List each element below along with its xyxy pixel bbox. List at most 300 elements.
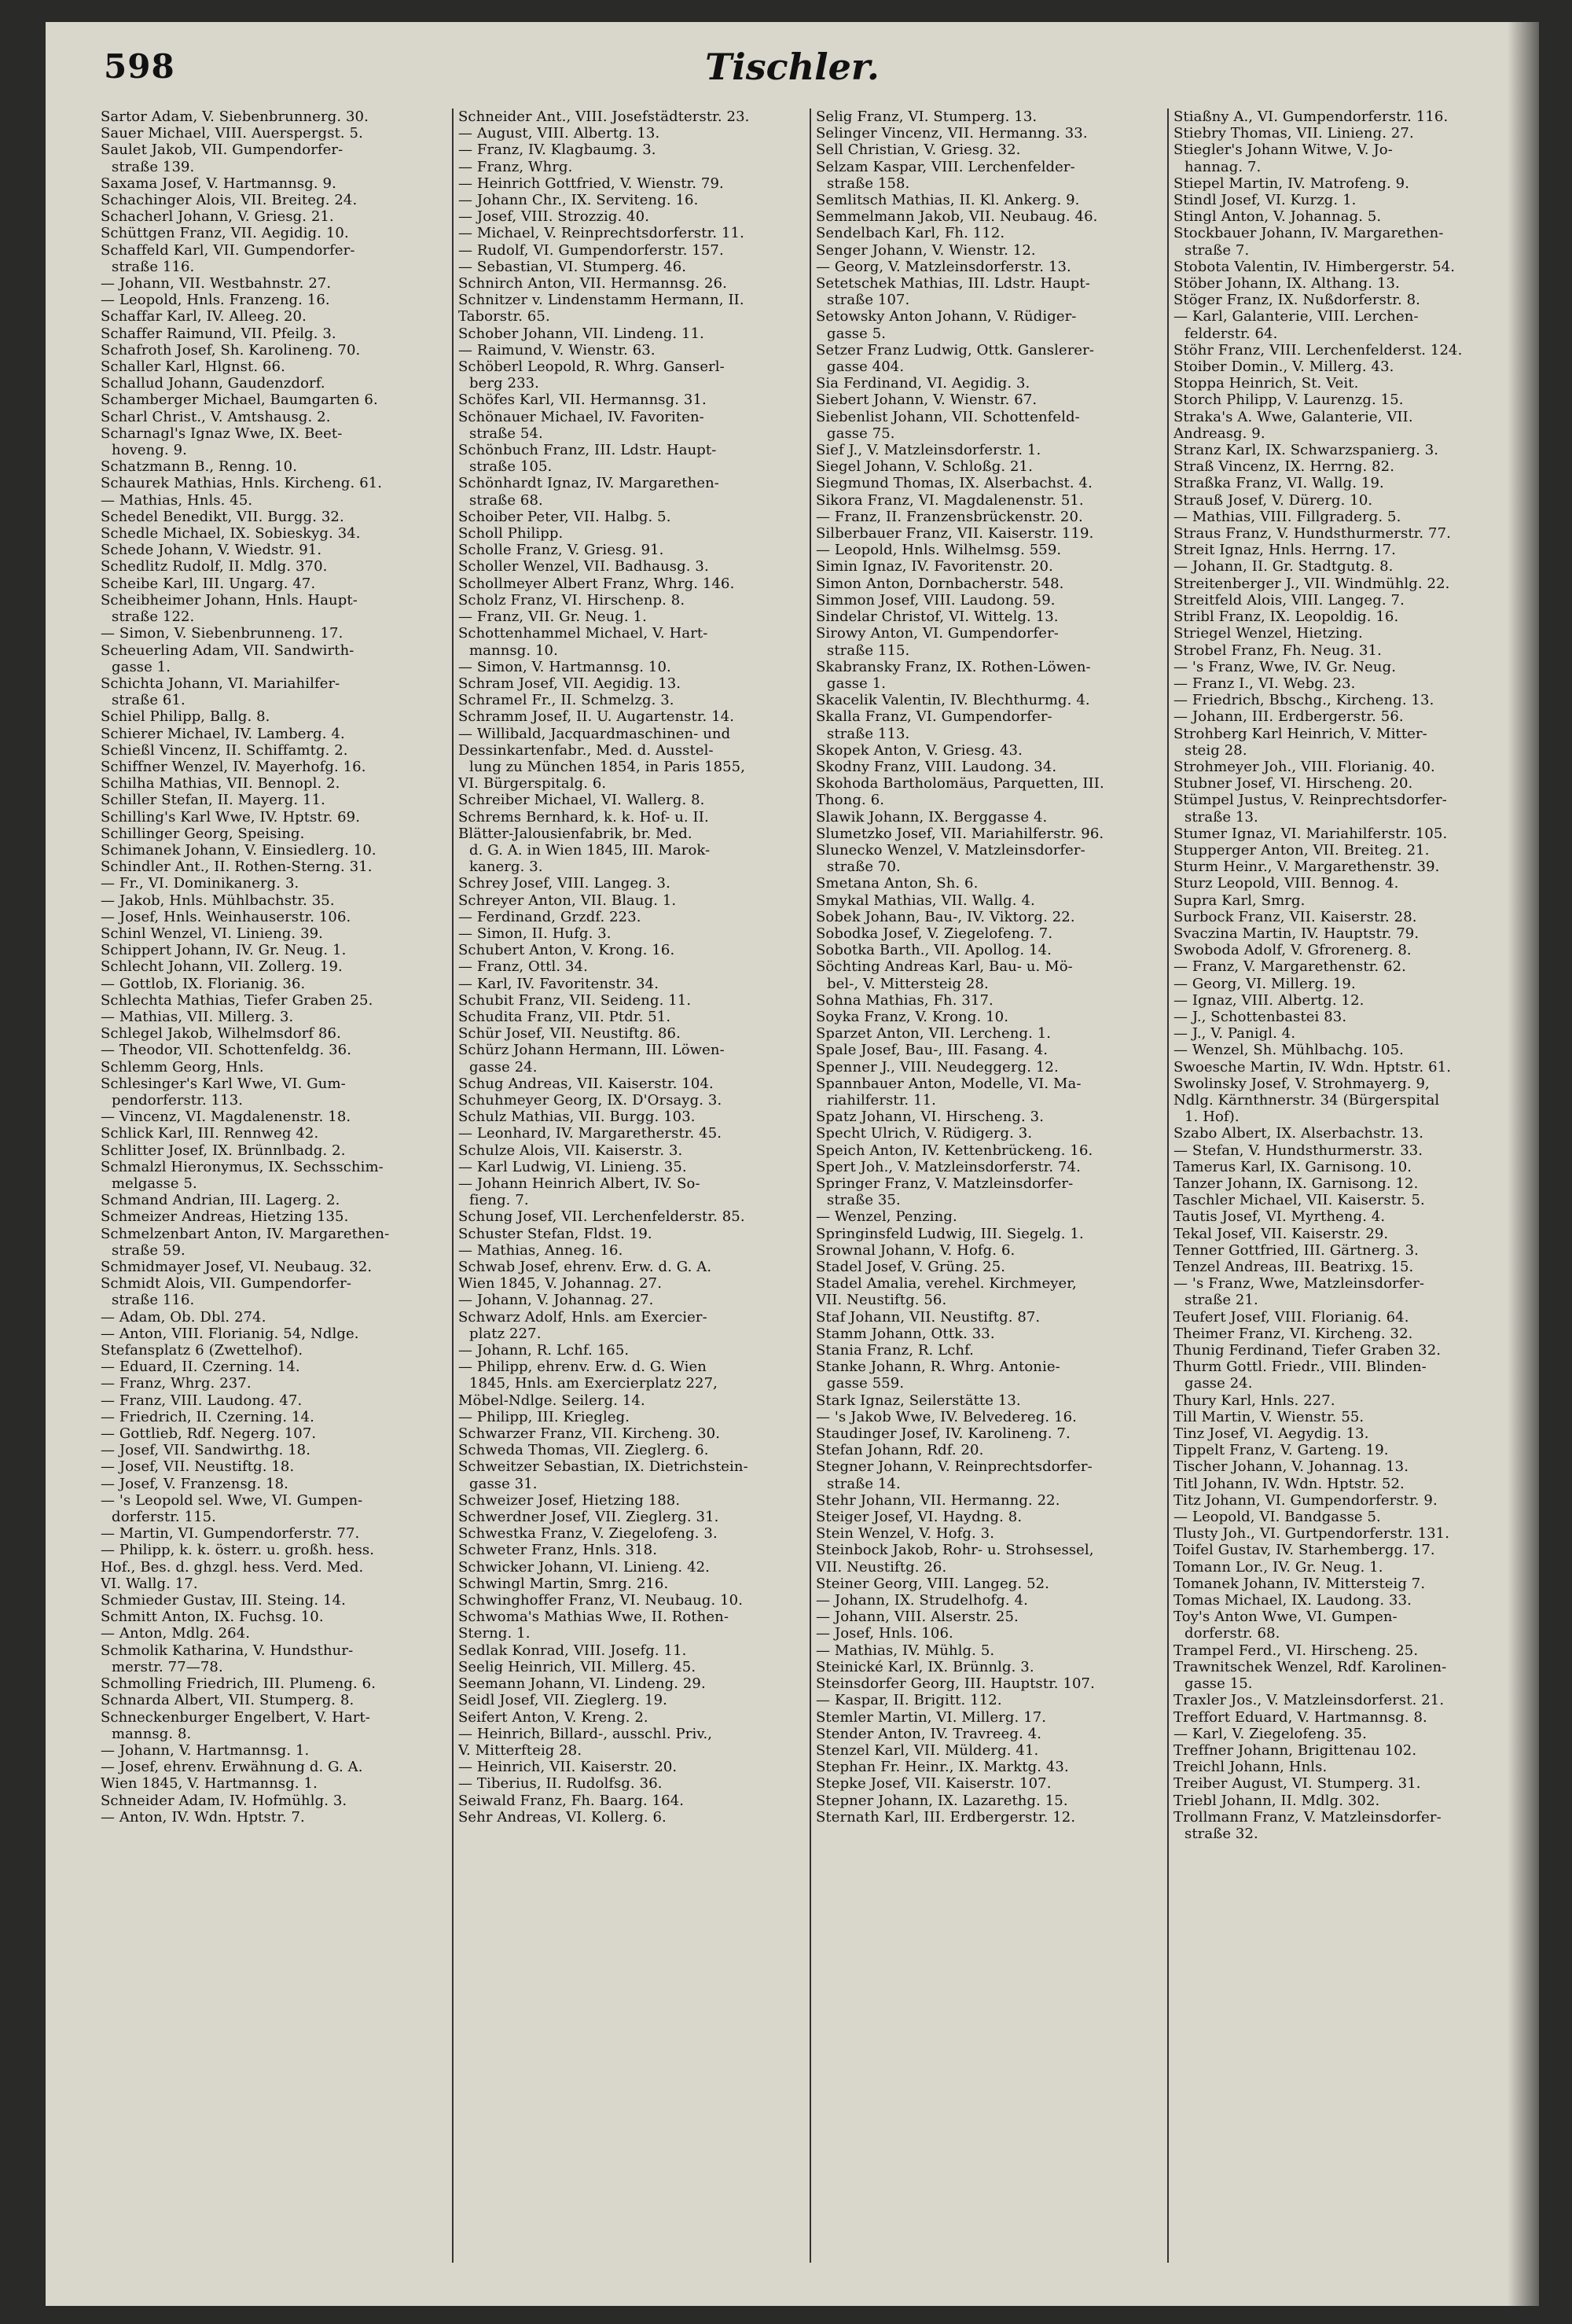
directory-entry-line: Schwarz Adolf, Hnls. am Exercier- [458,1308,707,1326]
directory-entry-line: Schimanek Johann, V. Einsiedlerg. 10. [101,841,376,859]
directory-entry-line: Schachinger Alois, VII. Breiteg. 24. [101,192,358,209]
directory-entry-line: gasse 1. [827,675,887,692]
directory-entry-line: Traxler Jos., V. Matzleinsdorferst. 21. [1173,1692,1445,1709]
directory-entry-line: platz 227. [469,1325,542,1342]
directory-entry-line: Semlitsch Mathias, II. Kl. Ankerg. 9. [816,192,1080,209]
directory-entry-line: — Philipp, III. Kriegleg. [458,1408,630,1425]
directory-entry-line: Sobodka Josef, V. Ziegelofeng. 7. [816,925,1053,942]
directory-entry-line: Tomanek Johann, IV. Mittersteig 7. [1173,1575,1426,1592]
directory-entry-line: Schwoma's Mathias Wwe, II. Rothen- [458,1609,729,1626]
directory-entry-line: Schmolling Friedrich, III. Plumeng. 6. [101,1675,376,1693]
directory-entry-line: Schulz Mathias, VII. Burgg. 103. [458,1109,696,1126]
directory-entry-line: — Josef, Hnls. Weinhauserstr. 106. [101,908,351,925]
directory-entry-line: pendorferstr. 113. [112,1091,244,1109]
directory-entry-line: Tenner Gottfried, III. Gärtnerg. 3. [1173,1241,1419,1259]
directory-entry-line: Ndlg. Kärnthnerstr. 34 (Bürgerspital [1173,1091,1440,1109]
directory-entry-line: straße 13. [1185,808,1258,826]
directory-entry-line: hannag. 7. [1185,158,1262,175]
directory-entry-line: Stark Ignaz, Seilerstätte 13. [816,1392,1021,1409]
directory-entry-line: Schallud Johann, Gaudenzdorf. [101,375,325,392]
directory-entry-line: Straß Vincenz, IX. Herrng. 82. [1173,458,1395,476]
directory-entry-line: Schatzmann B., Renng. 10. [101,458,298,476]
directory-entry-line: Schober Johann, VII. Lindeng. 11. [458,325,704,342]
directory-entry-line: Schiller Stefan, II. Mayerg. 11. [101,792,325,809]
directory-entry-line: Saulet Jakob, VII. Gumpendorfer- [101,142,343,159]
directory-entry-line: Selzam Kaspar, VIII. Lerchenfelder- [816,158,1075,175]
directory-entry-line: Schießl Vincenz, II. Schiffamtg. 2. [101,741,348,759]
directory-entry-line: Schilha Mathias, VII. Bennopl. 2. [101,775,340,792]
directory-entry-line: Schmidt Alois, VII. Gumpendorfer- [101,1275,352,1293]
directory-entry-line: Stindl Josef, VI. Kurzg. 1. [1173,192,1357,209]
directory-entry-line: Storch Philipp, V. Laurenzg. 15. [1173,392,1404,409]
directory-entry-line: Schwingl Martin, Smrg. 216. [458,1575,669,1592]
directory-entry-line: Skodny Franz, VIII. Laudong. 34. [816,758,1057,775]
directory-entry-line: — Martin, VI. Gumpendorferstr. 77. [101,1525,360,1543]
directory-entry-line: Schuster Stefan, Fldst. 19. [458,1225,652,1242]
directory-entry-line: Stegner Johann, V. Reinprechtsdorfer- [816,1458,1093,1476]
column-divider [810,108,811,2263]
directory-entry-line: — Franz, Ottl. 34. [458,958,588,976]
directory-entry-line: — Franz, VII. Gr. Neug. 1. [458,609,647,626]
directory-entry-line: Schamberger Michael, Baumgarten 6. [101,392,378,409]
column-4 [1173,108,1519,2278]
directory-entry-line: kanerg. 3. [469,859,543,876]
directory-entry-line: Schönauer Michael, IV. Favoriten- [458,408,704,425]
directory-entry-line: straße 35. [827,1192,901,1209]
directory-entry-line: Scheuerling Adam, VII. Sandwirth- [101,642,354,659]
directory-entry-line: Simin Ignaz, IV. Favoritenstr. 20. [816,558,1053,575]
directory-entry-line: Smykal Mathias, VII. Wallg. 4. [816,892,1035,909]
directory-entry-line: straße 115. [827,642,910,659]
directory-entry-line: Schoiber Peter, VII. Halbg. 5. [458,508,671,525]
directory-entry-line: — Franz, VIII. Laudong. 47. [101,1392,303,1409]
column-divider [452,108,454,2263]
directory-entry-line: Stiepel Martin, IV. Matrofeng. 9. [1173,175,1410,192]
directory-entry-line: Schwarzer Franz, VII. Kircheng. 30. [458,1425,721,1443]
directory-entry-line: — Theodor, VII. Schottenfeldg. 36. [101,1042,352,1059]
running-head: Tischler. [705,46,880,88]
directory-entry-line: Specht Ulrich, V. Rüdigerg. 3. [816,1125,1033,1142]
directory-entry-line: — Mathias, VIII. Fillgraderg. 5. [1173,508,1401,525]
directory-entry-line: Schreyer Anton, VII. Blaug. 1. [458,892,677,909]
directory-entry-line: 1845, Hnls. am Exercierplatz 227, [469,1375,718,1392]
directory-entry-line: Schmand Andrian, III. Lagerg. 2. [101,1192,340,1209]
directory-entry-line: — Franz I., VI. Webg. 23. [1173,675,1356,692]
directory-entry-line: Tischer Johann, V. Johannag. 13. [1173,1458,1409,1476]
column-1 [101,108,446,2278]
directory-entry-line: Schottenhammel Michael, V. Hart- [458,625,708,642]
directory-entry-line: Stenzel Karl, VII. Mülderg. 41. [816,1741,1039,1759]
directory-entry-line: — Wenzel, Sh. Mühlbachg. 105. [1173,1042,1404,1059]
directory-entry-line: — Josef, VIII. Strozzig. 40. [458,208,650,226]
directory-entry-line: Stepke Josef, VII. Kaiserstr. 107. [816,1775,1052,1793]
directory-entry-line: Toy's Anton Wwe, VI. Gumpen- [1173,1609,1398,1626]
directory-entry-line: straße 116. [112,258,195,275]
directory-entry-line: Stobota Valentin, IV. Himbergerstr. 54. [1173,258,1456,275]
directory-entry-line: Andreasg. 9. [1173,425,1265,442]
directory-entry-line: — Jakob, Hnls. Mühlbachstr. 35. [101,892,335,909]
directory-entry-line: — Mathias, Anneg. 16. [458,1241,623,1259]
directory-entry-line: Schrems Bernhard, k. k. Hof- u. II. [458,808,709,826]
directory-entry-line: Szabo Albert, IX. Alserbachstr. 13. [1173,1125,1424,1142]
directory-entry-line: Schönhardt Ignaz, IV. Margarethen- [458,475,719,492]
directory-entry-line: — Heinrich Gottfried, V. Wienstr. 79. [458,175,724,192]
directory-entry-line: Schmolik Katharina, V. Hundsthur- [101,1642,354,1659]
directory-entry-line: — Gottlob, IX. Florianig. 36. [101,975,306,992]
directory-entry-line: Spert Joh., V. Matzleinsdorferstr. 74. [816,1158,1081,1175]
directory-entry-line: Schlegel Jakob, Wilhelmsdorf 86. [101,1025,341,1042]
directory-entry-line: Schnarda Albert, VII. Stumperg. 8. [101,1692,354,1709]
directory-entry-line: Schwinghoffer Franz, VI. Neubaug. 10. [458,1592,744,1609]
directory-entry-line: Sternath Karl, III. Erdbergerstr. 12. [816,1808,1076,1826]
directory-entry-line: Siebenlist Johann, VII. Schottenfeld- [816,408,1080,425]
directory-entry-line: — Leonhard, IV. Margaretherstr. 45. [458,1125,722,1142]
directory-entry-line: Schippert Johann, IV. Gr. Neug. 1. [101,942,347,959]
directory-entry-line: mannsg. 8. [112,1725,192,1742]
directory-entry-line: — Johann, V. Johannag. 27. [458,1292,654,1309]
directory-entry-line: Sauer Michael, VIII. Auerspergst. 5. [101,125,363,142]
directory-entry-line: Scharnagl's Ignaz Wwe, IX. Beet- [101,425,343,442]
directory-entry-line: — Gottlieb, Rdf. Negerg. 107. [101,1425,317,1443]
directory-entry-line: Schram Josef, VII. Aegidig. 13. [458,675,681,692]
directory-entry-line: Schichta Johann, VI. Mariahilfer- [101,675,340,692]
directory-entry-line: Schaffar Karl, IV. Alleeg. 20. [101,308,307,325]
directory-entry-line: Tlusty Joh., VI. Gurtpendorferstr. 131. [1173,1525,1450,1543]
directory-entry-line: Stender Anton, IV. Travreeg. 4. [816,1725,1042,1742]
directory-entry-line: — Friedrich, Bbschg., Kircheng. 13. [1173,692,1434,709]
directory-entry-line: Wien 1845, V. Hartmannsg. 1. [101,1775,318,1793]
directory-entry-line: Stumer Ignaz, VI. Mariahilferstr. 105. [1173,825,1448,842]
directory-entry-line: Straßka Franz, VI. Wallg. 19. [1173,475,1384,492]
directory-entry-line: hoveng. 9. [112,442,187,459]
directory-entry-line: Schweter Franz, Hnls. 318. [458,1542,658,1559]
directory-entry-line: Scholl Philipp. [458,525,564,542]
directory-entry-line: — Josef, V. Franzensg. 18. [101,1475,288,1492]
directory-entry-line: Schür Josef, VII. Neustiftg. 86. [458,1025,681,1042]
directory-entry-line: — Johann Heinrich Albert, IV. So- [458,1175,700,1192]
directory-entry-line: Schedlitz Rudolf, II. Mdlg. 370. [101,558,328,575]
directory-entry-line: — Johann, VII. Westbahnstr. 27. [101,275,332,292]
directory-entry-line: straße 105. [469,458,553,476]
directory-entry-line: Swoboda Adolf, V. Gfrorenerg. 8. [1173,942,1412,959]
directory-entry-line: Schudita Franz, VII. Ptdr. 51. [458,1008,671,1025]
directory-entry-line: Treffner Johann, Brigittenau 102. [1173,1741,1417,1759]
directory-entry-line: Schreiber Michael, VI. Wallerg. 8. [458,792,705,809]
directory-entry-line: Silberbauer Franz, VII. Kaiserstr. 119. [816,525,1094,542]
directory-entry-line: Schnitzer v. Lindenstamm Hermann, II. [458,292,744,309]
directory-entry-line: Stoiber Domin., V. Millerg. 43. [1173,359,1394,376]
directory-entry-line: Schlitter Josef, IX. Brünnlbadg. 2. [101,1142,346,1159]
directory-entry-line: Saxama Josef, V. Hartmannsg. 9. [101,175,336,192]
directory-entry-line: straße 21. [1185,1292,1258,1309]
directory-entry-line: Sturm Heinr., V. Margarethenstr. 39. [1173,859,1440,876]
directory-entry-line: — Johann, II. Gr. Stadtgutg. 8. [1173,558,1394,575]
directory-entry-line: Schramm Josef, II. U. Augartenstr. 14. [458,708,735,726]
directory-entry-line: Schmeizer Andreas, Hietzing 135. [101,1208,349,1226]
directory-entry-line: Stöhr Franz, VIII. Lerchenfelderst. 124. [1173,341,1463,359]
directory-entry-line: Slumetzko Josef, VII. Mariahilferstr. 96. [816,825,1104,842]
directory-entry-line: straße 14. [827,1475,901,1492]
directory-entry-line: Scholle Franz, V. Griesg. 91. [458,542,664,559]
directory-entry-line: Schnirch Anton, VII. Hermannsg. 26. [458,275,727,292]
directory-entry-line: — Friedrich, II. Czerning. 14. [101,1408,314,1425]
directory-entry-line: Sedlak Konrad, VIII. Josefg. 11. [458,1642,687,1659]
directory-entry-line: — Franz, Whrg. 237. [101,1375,252,1392]
directory-entry-line: Schrey Josef, VIII. Langeg. 3. [458,875,670,892]
directory-entry-line: — Michael, V. Reinprechtsdorferstr. 11. [458,225,744,242]
directory-entry-line: Skohoda Bartholomäus, Parquetten, III. [816,775,1104,792]
directory-entry-line: Scholler Wenzel, VII. Badhausg. 3. [458,558,709,575]
directory-entry-line: — Johann, V. Hartmannsg. 1. [101,1741,310,1759]
directory-entry-line: Schmidmayer Josef, VI. Neubaug. 32. [101,1259,373,1276]
directory-entry-line: — Anton, IV. Wdn. Hptstr. 7. [101,1808,305,1826]
directory-entry-line: — Johann, IX. Strudelhofg. 4. [816,1592,1028,1609]
directory-entry-line: straße 122. [112,609,195,626]
directory-entry-line: Seemann Johann, VI. Lindeng. 29. [458,1675,706,1693]
directory-entry-line: Stadel Josef, V. Grüng. 25. [816,1259,1006,1276]
column-divider [1167,108,1169,2263]
directory-entry-line: — Karl, Galanterie, VIII. Lerchen- [1173,308,1419,325]
directory-entry-line: Streit Ignaz, Hnls. Herrng. 17. [1173,542,1396,559]
directory-entry-line: Trollmann Franz, V. Matzleinsdorfer- [1173,1808,1442,1826]
directory-entry-line: straße 61. [112,692,185,709]
directory-entry-line: — 's Franz, Wwe, IV. Gr. Neug. [1173,658,1397,675]
directory-entry-line: Selinger Vincenz, VII. Hermanng. 33. [816,125,1088,142]
directory-entry-line: steig 28. [1185,741,1247,759]
directory-entry-line: Schaller Karl, Hlgnst. 66. [101,359,285,376]
directory-entry-line: Schönbuch Franz, III. Ldstr. Haupt- [458,442,717,459]
directory-entry-line: Schmieder Gustav, III. Steing. 14. [101,1592,346,1609]
directory-entry-line: Hof., Bes. d. ghzgl. hess. Verd. Med. [101,1558,364,1576]
directory-entry-line: — Willibald, Jacquardmaschinen- und [458,725,731,742]
directory-entry-line: Stoppa Heinrich, St. Veit. [1173,375,1359,392]
directory-entry-line: — Johann, R. Lchf. 165. [458,1342,630,1359]
directory-entry-line: Sterng. 1. [458,1625,531,1642]
directory-entry-line: straße 139. [112,158,195,175]
directory-entry-line: Schaurek Mathias, Hnls. Kircheng. 61. [101,475,383,492]
directory-entry-line: Taborstr. 65. [458,308,550,325]
directory-entry-line: — J., Schottenbastei 83. [1173,1008,1347,1025]
directory-entry-line: Schaffer Raimund, VII. Pfeilg. 3. [101,325,336,342]
directory-entry-line: — Georg, V. Matzleinsdorferstr. 13. [816,258,1071,275]
directory-entry-line: — Fr., VI. Dominikanerg. 3. [101,875,299,892]
directory-entry-line: Surbock Franz, VII. Kaiserstr. 28. [1173,908,1417,925]
directory-entry-line: Spatz Johann, VI. Hirscheng. 3. [816,1109,1045,1126]
directory-entry-line: Sturz Leopold, VIII. Bennog. 4. [1173,875,1399,892]
directory-entry-line: Titz Johann, VI. Gumpendorferstr. 9. [1173,1491,1438,1509]
directory-entry-line: Schneckenburger Engelbert, V. Hart- [101,1708,370,1726]
directory-entry-line: riahilferstr. 11. [827,1091,936,1109]
directory-entry-line: Springinsfeld Ludwig, III. Siegelg. 1. [816,1225,1084,1242]
directory-entry-line: — Ferdinand, Grzdf. 223. [458,908,641,925]
directory-entry-line: gasse 15. [1185,1675,1253,1693]
directory-entry-line: 1. Hof). [1185,1109,1240,1126]
directory-entry-line: Schwicker Johann, VI. Linieng. 42. [458,1558,710,1576]
directory-entry-line: Toifel Gustav, IV. Starhembergg. 17. [1173,1542,1435,1559]
directory-entry-line: Stingl Anton, V. Johannag. 5. [1173,208,1382,226]
directory-entry-line: straße 70. [827,859,901,876]
directory-entry-line: Schinl Wenzel, VI. Linieng. 39. [101,925,323,942]
directory-entry-line: — Josef, Hnls. 106. [816,1625,953,1642]
page-number: 598 [104,47,175,86]
directory-entry-line: Thurm Gottl. Friedr., VIII. Blinden- [1173,1359,1427,1376]
directory-entry-line: — Rudolf, VI. Gumpendorferstr. 157. [458,241,724,259]
directory-entry-line: Seelig Heinrich, VII. Millerg. 45. [458,1658,696,1675]
directory-entry-line: Spenner J., VIII. Neudeggerg. 12. [816,1058,1059,1076]
directory-entry-line: merstr. 77—78. [112,1658,223,1675]
directory-entry-line: straße 68. [469,491,543,509]
directory-entry-line: Stamm Johann, Ottk. 33. [816,1325,995,1342]
directory-entry-line: straße 113. [827,725,910,742]
directory-entry-line: Stiaßny A., VI. Gumpendorferstr. 116. [1173,108,1449,125]
directory-entry-line: Siegmund Thomas, IX. Alserbachst. 4. [816,475,1093,492]
directory-entry-line: Tenzel Andreas, III. Beatrixg. 15. [1173,1259,1414,1276]
directory-entry-line: — Wenzel, Penzing. [816,1208,957,1226]
directory-entry-line: — J., V. Panigl. 4. [1173,1025,1296,1042]
directory-entry-line: — Karl Ludwig, VI. Linieng. 35. [458,1158,687,1175]
directory-entry-line: Sendelbach Karl, Fh. 112. [816,225,1005,242]
directory-entry-line: Stemler Martin, VI. Millerg. 17. [816,1708,1047,1726]
directory-entry-line: Schmelzenbart Anton, IV. Margarethen- [101,1225,390,1242]
directory-entry-line: Stranz Karl, IX. Schwarzspanierg. 3. [1173,442,1439,459]
directory-entry-line: Schedel Benedikt, VII. Burgg. 32. [101,508,344,525]
directory-entry-line: Straka's A. Wwe, Galanterie, VII. [1173,408,1413,425]
directory-entry-line: gasse 1. [112,658,171,675]
directory-page [46,22,1539,2306]
directory-entry-line: Spale Josef, Bau-, III. Fasang. 4. [816,1042,1049,1059]
directory-entry-line: VI. Wallg. 17. [101,1575,198,1592]
directory-entry-line: Schürz Johann Hermann, III. Löwen- [458,1042,725,1059]
directory-entry-line: Thury Karl, Hnls. 227. [1173,1392,1335,1409]
directory-entry-line: berg 233. [469,375,540,392]
directory-entry-line: dorferstr. 115. [112,1509,217,1526]
directory-entry-line: Slunecko Wenzel, V. Matzleinsdorfer- [816,841,1085,859]
directory-entry-line: — Josef, ehrenv. Erwähnung d. G. A. [101,1759,363,1776]
directory-entry-line: Stepner Johann, IX. Lazarethg. 15. [816,1792,1068,1809]
directory-entry-line: Till Martin, V. Wienstr. 55. [1173,1408,1364,1425]
directory-entry-line: Skacelik Valentin, IV. Blechthurmg. 4. [816,692,1090,709]
directory-entry-line: — Philipp, k. k. österr. u. großh. hess. [101,1542,375,1559]
directory-entry-line: Scharl Christ., V. Amtshausg. 2. [101,408,331,425]
directory-entry-line: Streitfeld Alois, VIII. Langeg. 7. [1173,591,1405,609]
directory-entry-line: — Georg, VI. Millerg. 19. [1173,975,1356,992]
directory-entry-line: Schmitt Anton, IX. Fuchsg. 10. [101,1609,324,1626]
directory-entry-line: Schierer Michael, IV. Lamberg. 4. [101,725,345,742]
directory-entry-line: Schweizer Josef, Hietzing 188. [458,1491,681,1509]
directory-entry-line: Schneider Ant., VIII. Josefstädterstr. 23. [458,108,750,125]
directory-entry-line: Schedle Michael, IX. Sobieskyg. 34. [101,525,361,542]
directory-entry-line: Seidl Josef, VII. Zieglerg. 19. [458,1692,667,1709]
directory-entry-line: Spannbauer Anton, Modelle, VI. Ma- [816,1075,1082,1092]
directory-entry-line: — Johann, III. Erdbergerstr. 56. [1173,708,1404,726]
directory-entry-line: Schlemm Georg, Hnls. [101,1058,264,1076]
directory-entry-line: Steiner Georg, VIII. Langeg. 52. [816,1575,1050,1592]
directory-entry-line: Skalla Franz, VI. Gumpendorfer- [816,708,1052,726]
directory-entry-line: Treiber August, VI. Stumperg. 31. [1173,1775,1421,1793]
directory-entry-line: Schweitzer Sebastian, IX. Dietrichstein- [458,1458,748,1476]
directory-entry-line: Schilling's Karl Wwe, IV. Hptstr. 69. [101,808,361,826]
directory-entry-line: gasse 31. [469,1475,538,1492]
directory-entry-line: Springer Franz, V. Matzleinsdorfer- [816,1175,1074,1192]
directory-entry-line: VII. Neustiftg. 26. [816,1558,947,1576]
directory-entry-line: Strohmeyer Joh., VIII. Florianig. 40. [1173,758,1435,775]
directory-entry-line: Teufert Josef, VIII. Florianig. 64. [1173,1308,1409,1326]
directory-entry-line: — Kaspar, II. Brigitt. 112. [816,1692,1002,1709]
directory-entry-line: — 's Leopold sel. Wwe, VI. Gumpen- [101,1491,363,1509]
directory-entry-line: Schubit Franz, VII. Seideng. 11. [458,991,692,1009]
directory-entry-line: Steiger Josef, VI. Haydng. 8. [816,1509,1023,1526]
directory-entry-line: — Josef, VII. Sandwirthg. 18. [101,1442,311,1459]
directory-entry-line: gasse 24. [469,1058,538,1076]
directory-entry-line: — Franz, V. Margarethenstr. 62. [1173,958,1406,976]
directory-entry-line: — Ignaz, VIII. Albertg. 12. [1173,991,1364,1009]
directory-entry-line: Taschler Michael, VII. Kaiserstr. 5. [1173,1192,1425,1209]
directory-entry-line: — Johann, VIII. Alserstr. 25. [816,1609,1019,1626]
directory-entry-line: Theimer Franz, VI. Kircheng. 32. [1173,1325,1413,1342]
directory-entry-line: d. G. A. in Wien 1845, III. Marok- [469,841,711,859]
directory-entry-line: straße 54. [469,425,543,442]
directory-entry-line: Tippelt Franz, V. Garteng. 19. [1173,1442,1389,1459]
directory-entry-line: — Leopold, Hnls. Wilhelmsg. 559. [816,542,1062,559]
directory-entry-line: Söchting Andreas Karl, Bau- u. Mö- [816,958,1073,976]
directory-entry-line: Tomas Michael, IX. Laudong. 33. [1173,1592,1412,1609]
directory-entry-line: Trampel Ferd., VI. Hirscheng. 25. [1173,1642,1419,1659]
directory-entry-line: — Mathias, VII. Millerg. 3. [101,1008,294,1025]
directory-entry-line: Treffort Eduard, V. Hartmannsg. 8. [1173,1708,1427,1726]
directory-entry-line: Sia Ferdinand, VI. Aegidig. 3. [816,375,1030,392]
directory-entry-line: Skopek Anton, V. Griesg. 43. [816,741,1023,759]
directory-entry-line: Schillinger Georg, Speising. [101,825,305,842]
directory-entry-line: Steinické Karl, IX. Brünnlg. 3. [816,1658,1034,1675]
directory-entry-line: — Franz, Whrg. [458,158,573,175]
directory-entry-line: gasse 404. [827,359,905,376]
directory-entry-line: — Vincenz, VI. Magdalenenstr. 18. [101,1109,351,1126]
directory-entry-line: — Simon, V. Siebenbrunneng. 17. [101,625,343,642]
directory-entry-line: Sparzet Anton, VII. Lercheng. 1. [816,1025,1052,1042]
directory-entry-line: — Franz, II. Franzensbrückenstr. 20. [816,508,1083,525]
directory-entry-line: Smetana Anton, Sh. 6. [816,875,979,892]
directory-entry-line: — Heinrich, Billard-, ausschl. Priv., [458,1725,713,1742]
directory-entry-line: Blätter-Jalousienfabrik, br. Med. [458,825,692,842]
directory-entry-line: Streitenberger J., VII. Windmühlg. 22. [1173,575,1450,592]
directory-entry-line: VII. Neustiftg. 56. [816,1292,947,1309]
directory-entry-line: Stania Franz, R. Lchf. [816,1342,975,1359]
directory-entry-line: Sirowy Anton, VI. Gumpendorfer- [816,625,1059,642]
directory-entry-line: Schafroth Josef, Sh. Karolineng. 70. [101,341,361,359]
directory-entry-line: Triebl Johann, II. Mdlg. 302. [1173,1792,1380,1809]
directory-entry-line: — Philipp, ehrenv. Erw. d. G. Wien [458,1359,707,1376]
directory-entry-line: gasse 24. [1185,1375,1253,1392]
directory-entry-line: Schlecht Johann, VII. Zollerg. 19. [101,958,343,976]
directory-entry-line: — Franz, IV. Klagbaumg. 3. [458,142,656,159]
directory-entry-line: Schollmeyer Albert Franz, Whrg. 146. [458,575,735,592]
directory-entry-line: gasse 559. [827,1375,905,1392]
directory-entry-line: Skabransky Franz, IX. Rothen-Löwen- [816,658,1091,675]
directory-entry-line: Möbel-Ndlge. Seilerg. 14. [458,1392,645,1409]
directory-entry-line: — Karl, V. Ziegelofeng. 35. [1173,1725,1367,1742]
directory-entry-line: Schmalzl Hieronymus, IX. Sechsschim- [101,1158,384,1175]
directory-entry-line: bel-, V. Mittersteig 28. [827,975,989,992]
directory-entry-line: Swoesche Martin, IV. Wdn. Hptstr. 61. [1173,1058,1452,1076]
directory-entry-line: Tekal Josef, VII. Kaiserstr. 29. [1173,1225,1389,1242]
directory-entry-line: Schüttgen Franz, VII. Aegidig. 10. [101,225,349,242]
directory-entry-line: Svaczina Martin, IV. Hauptstr. 79. [1173,925,1420,942]
directory-entry-line: Sartor Adam, V. Siebenbrunnerg. 30. [101,108,369,125]
directory-entry-line: gasse 75. [827,425,895,442]
directory-entry-line: Schwestka Franz, V. Ziegelofeng. 3. [458,1525,718,1543]
directory-entry-line: Schlick Karl, III. Rennweg 42. [101,1125,319,1142]
directory-entry-line: Simon Anton, Dornbacherstr. 548. [816,575,1064,592]
